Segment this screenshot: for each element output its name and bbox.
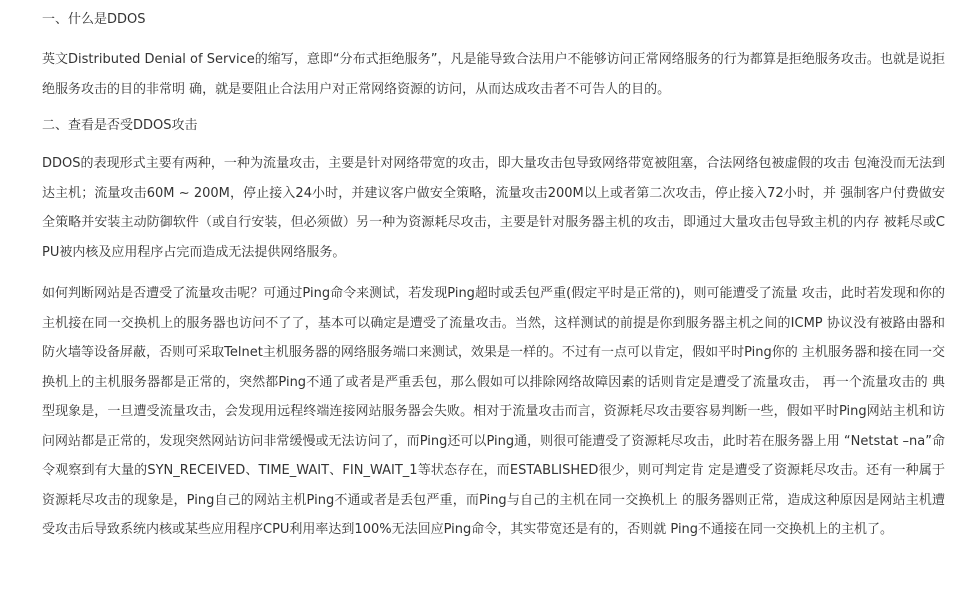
paragraph-ddos-forms: DDOS的表现形式主要有两种，一种为流量攻击，主要是针对网络带宽的攻击，即大量攻击包导致网络带宽被阻塞，合法网络包被虚假的攻击 包淹没而无法到达主机；流量攻击60M ~ 200M，停止接入24小时，并建议客户做安全策略，流量攻击200M以上或者第二次攻击，停止接入72小时，并 强制客户付费做安全策略并安装主动防御软件（或自行安装，但必须做）另一种为资源耗尽攻击，主要是针对服务器主机的攻击，即通过大量攻击包导致主机的内存 被耗尽或CPU被内核及应用程序占完而造成无法提供网络服务。 [42, 156, 945, 260]
section-heading-check-ddos: 二、查看是否受DDOS攻击 [42, 118, 198, 133]
paragraph-ddos-definition: 英文Distributed Denial of Service的缩写，意即“分布式拒绝服务”，凡是能导致合法用户不能够访问正常网络服务的行为都算是拒绝服务攻击。也就是说拒绝服务攻击的目的非常明 确，就是要阻止合法用户对正常网络资源的访问，从而达成攻击者不可告人的目的。 [42, 52, 945, 97]
section-heading-what-is-ddos: 一、什么是DDOS [42, 12, 146, 27]
paragraph-ddos-detection: 如何判断网站是否遭受了流量攻击呢？可通过Ping命令来测试，若发现Ping超时或丢包严重(假定平时是正常的)，则可能遭受了流量 攻击，此时若发现和你的主机接在同一交换机上的服务器也访问不了了，基本可以确定是遭受了流量攻击。当然，这样测试的前提是你到服务器主机之间的ICMP 协议没有被路由器和防火墙等设备屏蔽，否则可采取Telnet主机服务器的网络服务端口来测试，效果是一样的。不过有一点可以肯定，假如平时Ping你的 主机服务器和接在同一交换机上的主机服务器都是正常的，突然都Ping不通了或者是严重丢包，那么假如可以排除网络故障因素的话则肯定是遭受了流量攻击， 再一个流量攻击的 典型现象是，一旦遭受流量攻击，会发现用远程终端连接网站服务器会失败。相对于流量攻击而言，资源耗尽攻击要容易判断一些，假如平时Ping网站主机和访 问网站都是正常的，发现突然网站访问非常缓慢或无法访问了，而Ping还可以Ping通，则很可能遭受了资源耗尽攻击，此时若在服务器上用 “Netstat –na”命令观察到有大量的SYN_RECEIVED、TIME_WAIT、FIN_WAIT_1等状态存在，而ESTABLISHED很少，则可判定肯 定是遭受了资源耗尽攻击。还有一种属于资源耗尽攻击的现象是，Ping自己的网站主机Ping不通或者是丢包严重，而Ping与自己的主机在同一交换机上 的服务器则正常，造成这种原因是网站主机遭受攻击后导致系统内核或某些应用程序CPU利用率达到100%无法回应Ping命令，其实带宽还是有的，否则就 Ping不通接在同一交换机上的主机了。 [42, 286, 945, 537]
